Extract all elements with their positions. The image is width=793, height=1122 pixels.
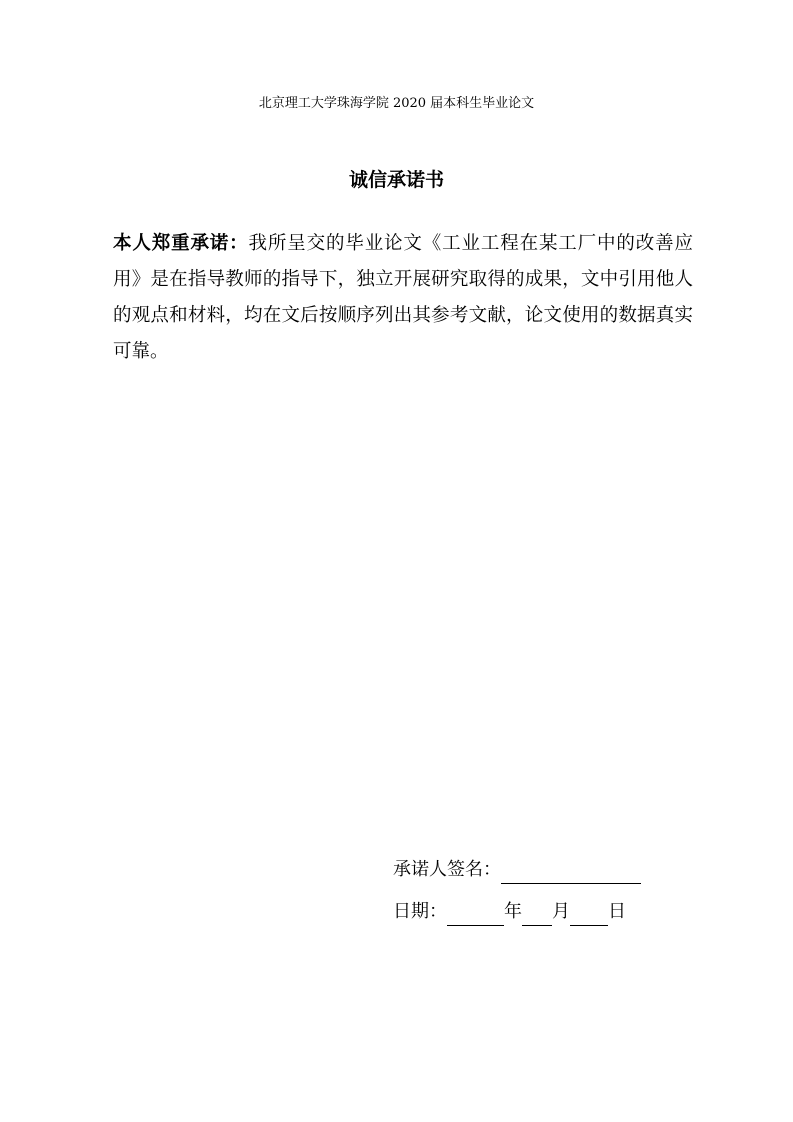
signature-line [393,856,641,884]
month-label: 月 [552,901,570,922]
year-label: 年 [504,901,522,922]
signature-blank[interactable] [501,861,641,884]
page-title: 诚信承诺书 [348,169,444,191]
running-header: 北京理工大学珠海学院 2020 届本科生毕业论文 [258,96,535,111]
signer-label: 承诺人签名： [393,859,501,880]
day-blank[interactable] [570,903,608,926]
month-blank[interactable] [522,903,552,926]
date-line [393,898,626,926]
commitment-body: 我所呈交的毕业论文《工业工程在某工厂中的改善应用》是在指导教师的指导下，独立开展研究取得的成果，文中引用他人的观点和材料，均在文后按顺序列出其参考文献，论文使用的数据真实可靠。 [113,233,693,362]
day-label: 日 [608,901,626,922]
year-blank[interactable] [447,903,504,926]
commitment-lead: 本人郑重承诺： [113,233,249,254]
commitment-paragraph [113,226,693,370]
date-label: 日期： [393,901,447,922]
